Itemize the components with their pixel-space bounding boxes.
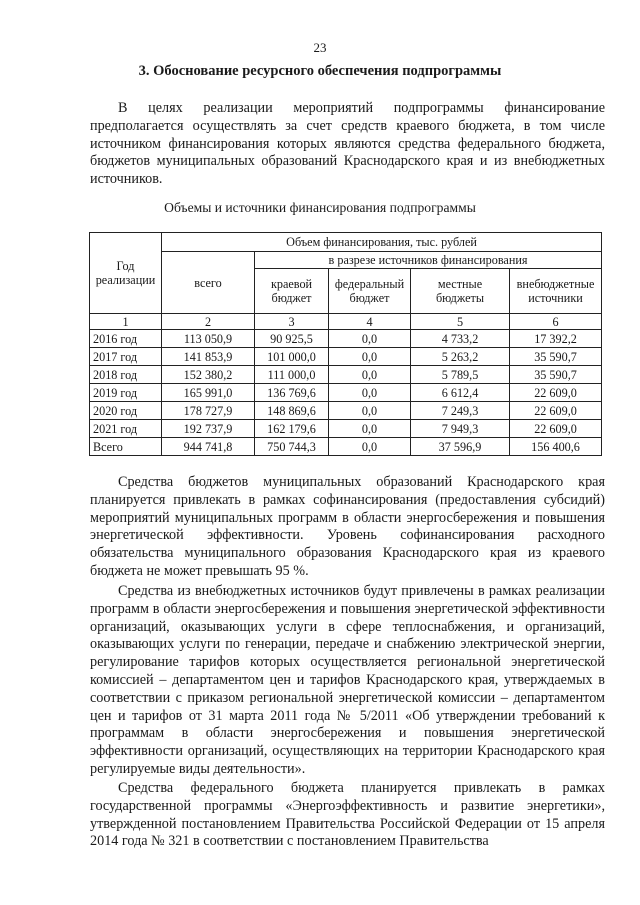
page-number: 23 [313, 40, 327, 55]
cell-year: 2021 год [90, 420, 162, 438]
cell-regional: 90 925,5 [255, 330, 329, 348]
header-financing-volume: Объем финансирования, тыс. рублей [162, 233, 602, 252]
cell-year: 2018 год [90, 366, 162, 384]
cell-year: 2017 год [90, 348, 162, 366]
cell-federal: 0,0 [329, 402, 411, 420]
cell-regional: 750 744,3 [255, 438, 329, 456]
cell-extrabudget: 35 590,7 [510, 348, 602, 366]
extrabudget-paragraph: Средства из внебюджетных источников будут привлечены в рамках реализации программ в области энергосбережения и повышения энергетической эффективности организаций, оказывающих услуги в сфере теплоснабжения, и организаций, оказывающих услуги по генерации, передаче и снабжению электрической энергии, регулирование тарифов которых осуществляется региональной энергетической комиссией – департаментом цен и тарифов Краснодарского края, утверждаемых в соответствии с приказом региональной энергетической комиссии – департаментом цен и тарифов от 31 марта 2011 года № 5/2011 «Об утверждении требований к программам в области энергосбережения и повышения энергетической эффективности организаций, осуществляющих на территории Краснодарского края регулируемые виды деятельности». [90, 583, 605, 777]
cell-local: 37 596,9 [411, 438, 510, 456]
column-number: 3 [255, 314, 329, 330]
column-number: 2 [162, 314, 255, 330]
cell-federal: 0,0 [329, 384, 411, 402]
cell-total: 178 727,9 [162, 402, 255, 420]
cell-federal: 0,0 [329, 348, 411, 366]
cell-extrabudget: 22 609,0 [510, 420, 602, 438]
cell-total: 152 380,2 [162, 366, 255, 384]
header-sources: в разрезе источников финансирования [255, 252, 602, 269]
header-federal-budget: федеральный бюджет [329, 269, 411, 314]
column-number: 5 [411, 314, 510, 330]
table-row [90, 348, 602, 366]
cell-local: 6 612,4 [411, 384, 510, 402]
column-number-row [90, 314, 602, 330]
cell-local: 4 733,2 [411, 330, 510, 348]
table-row [90, 384, 602, 402]
cell-total: 944 741,8 [162, 438, 255, 456]
cell-total: 113 050,9 [162, 330, 255, 348]
header-regional-budget: краевой бюджет [255, 269, 329, 314]
cell-year: 2020 год [90, 402, 162, 420]
cell-federal: 0,0 [329, 420, 411, 438]
cell-regional: 162 179,6 [255, 420, 329, 438]
header-total: всего [162, 252, 255, 314]
cell-total: 192 737,9 [162, 420, 255, 438]
cell-regional: 136 769,6 [255, 384, 329, 402]
table-row [90, 420, 602, 438]
cell-local: 7 949,3 [411, 420, 510, 438]
cell-extrabudget: 156 400,6 [510, 438, 602, 456]
financing-table [89, 232, 602, 456]
column-number: 6 [510, 314, 602, 330]
cell-regional: 111 000,0 [255, 366, 329, 384]
section-heading: 3. Обоснование ресурсного обеспечения подпрограммы [138, 63, 502, 79]
federal-budget-paragraph: Средства федерального бюджета планируется привлекать в рамках государственной программы «Энергоэффективность и развитие энергетики», утвержденной постановлением Правительства Российской Федерации от 15 апреля 2014 года № 321 в соответствии с постановлением Правительства [90, 780, 605, 850]
cell-regional: 101 000,0 [255, 348, 329, 366]
cell-extrabudget: 35 590,7 [510, 366, 602, 384]
column-number: 4 [329, 314, 411, 330]
cell-year: 2019 год [90, 384, 162, 402]
cell-extrabudget: 22 609,0 [510, 384, 602, 402]
table-row [90, 402, 602, 420]
municipal-budgets-paragraph: Средства бюджетов муниципальных образований Краснодарского края планируется привлекать в рамках софинансирования (предоставления субсидий) мероприятий муниципальных программ в области энергосбережения и повышения энергетической эффективности. Уровень софинансирования расходного обязательства муниципального образования Краснодарского края из краевого бюджета не может превышать 95 %. [90, 474, 605, 579]
cell-extrabudget: 22 609,0 [510, 402, 602, 420]
cell-local: 7 249,3 [411, 402, 510, 420]
intro-paragraph: В целях реализации мероприятий подпрограммы финансирование предполагается осуществлять за счет средств краевого бюджета, в том числе источником финансирования которых являются средства федерального бюджета, бюджетов муниципальных образований Краснодарского края и из внебюджетных источников. [90, 100, 605, 188]
header-local-budgets: местные бюджеты [411, 269, 510, 314]
cell-year: Всего [90, 438, 162, 456]
cell-total: 141 853,9 [162, 348, 255, 366]
table-total-row [90, 438, 602, 456]
header-year: Год реализации [90, 233, 162, 314]
cell-extrabudget: 17 392,2 [510, 330, 602, 348]
table-row [90, 330, 602, 348]
cell-local: 5 263,2 [411, 348, 510, 366]
cell-regional: 148 869,6 [255, 402, 329, 420]
cell-federal: 0,0 [329, 366, 411, 384]
column-number: 1 [90, 314, 162, 330]
cell-total: 165 991,0 [162, 384, 255, 402]
table-caption: Объемы и источники финансирования подпрограммы [164, 200, 476, 215]
cell-federal: 0,0 [329, 330, 411, 348]
cell-local: 5 789,5 [411, 366, 510, 384]
cell-federal: 0,0 [329, 438, 411, 456]
header-extrabudget: внебюджетные источники [510, 269, 602, 314]
table-row [90, 366, 602, 384]
cell-year: 2016 год [90, 330, 162, 348]
